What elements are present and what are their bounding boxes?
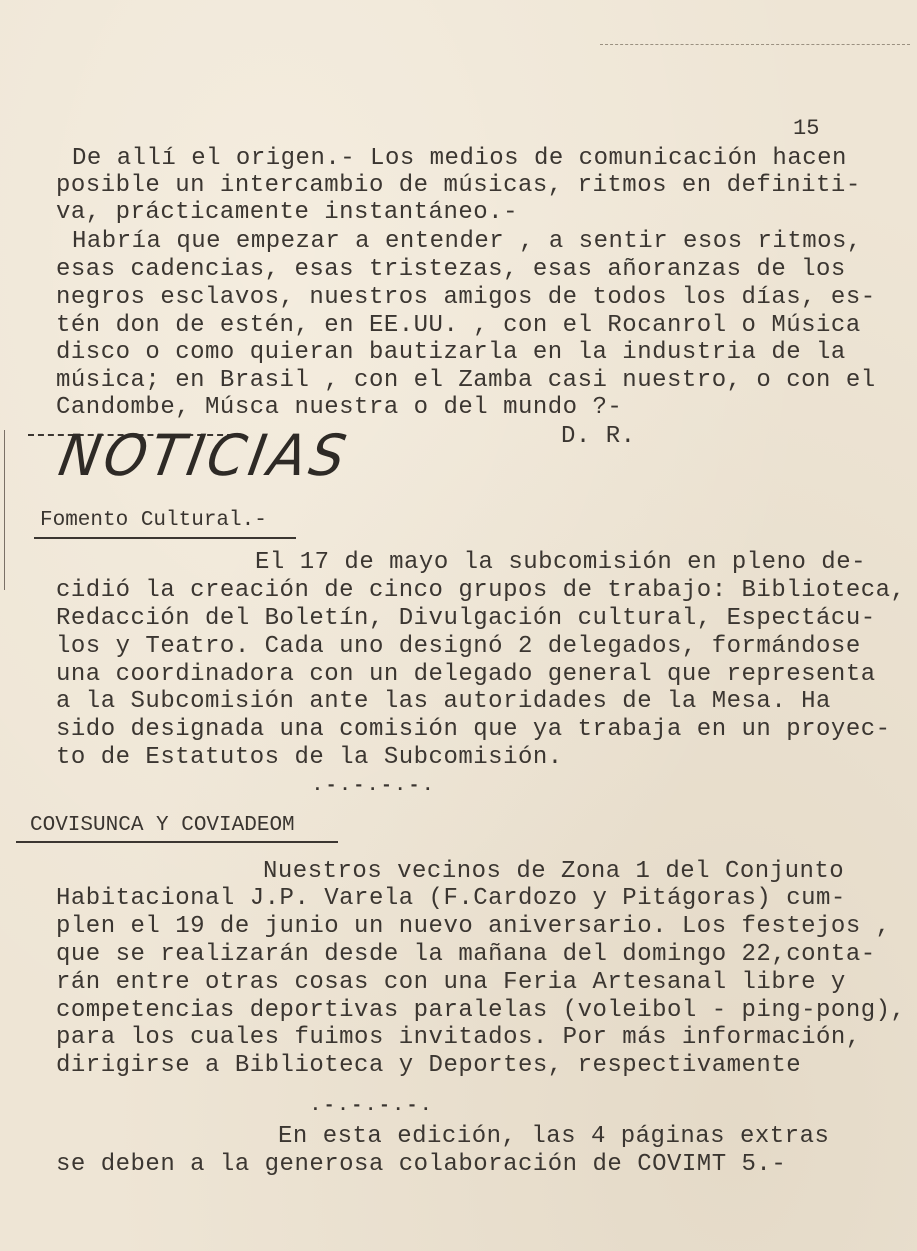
- fomento-line: cidió la creación de cinco grupos de trabajo: Biblioteca,: [56, 577, 906, 604]
- section-separator: .-.-.-.-.: [312, 776, 437, 796]
- intro-line: tén don de estén, en EE.UU. , con el Rocanrol o Música: [56, 312, 861, 339]
- covisunca-line: dirigirse a Biblioteca y Deportes, respectivamente: [56, 1052, 802, 1079]
- fomento-line: los y Teatro. Cada uno designó 2 delegados, formándose: [56, 633, 861, 660]
- page-number: 15: [793, 116, 820, 141]
- covisunca-line: rán entre otras cosas con una Feria Artesanal libre y: [56, 969, 846, 996]
- fomento-line: una coordinadora con un delegado general que representa: [56, 661, 876, 688]
- intro-line: va, prácticamente instantáneo.-: [56, 199, 518, 226]
- heading-underline: [16, 841, 338, 843]
- section-separator: .-.-.-.-.: [310, 1096, 435, 1116]
- closing-line: En esta edición, las 4 páginas extras: [278, 1123, 830, 1150]
- margin-rule: [4, 430, 5, 590]
- covisunca-line: para los cuales fuimos invitados. Por más información,: [56, 1024, 861, 1051]
- top-edge-mark: [600, 44, 910, 45]
- covisunca-line: plen el 19 de junio un nuevo aniversario. Los festejos ,: [56, 913, 891, 940]
- noticias-headline: NOTICIAS: [54, 422, 355, 489]
- intro-line: posible un intercambio de músicas, ritmos en definiti-: [56, 172, 861, 199]
- fomento-line: a la Subcomisión ante las autoridades de la Mesa. Ha: [56, 688, 831, 715]
- covisunca-line: Habitacional J.P. Varela (F.Cardozo y Pitágoras) cum-: [56, 885, 846, 912]
- intro-line: disco o como quieran bautizarla en la industria de la: [56, 339, 846, 366]
- section-heading-covisunca: COVISUNCA Y COVIADEOM: [30, 814, 295, 837]
- intro-line: Candombe, Músca nuestra o del mundo ?-: [56, 394, 623, 421]
- intro-line: De allí el origen.- Los medios de comunicación hacen: [72, 145, 847, 172]
- fomento-line: sido designada una comisión que ya trabaja en un proyec-: [56, 716, 891, 743]
- covisunca-line: Nuestros vecinos de Zona 1 del Conjunto: [263, 858, 845, 885]
- intro-line: negros esclavos, nuestros amigos de todos los días, es-: [56, 284, 876, 311]
- section-heading-fomento: Fomento Cultural.-: [40, 509, 267, 532]
- covisunca-line: que se realizarán desde la mañana del domingo 22,conta-: [56, 941, 876, 968]
- fomento-line: to de Estatutos de la Subcomisión.: [56, 744, 563, 771]
- author-signature: D. R.: [561, 423, 636, 450]
- intro-line: música; en Brasil , con el Zamba casi nuestro, o con el: [56, 367, 876, 394]
- closing-line: se deben a la generosa colaboración de COVIMT 5.-: [56, 1151, 787, 1178]
- intro-line: esas cadencias, esas tristezas, esas añoranzas de los: [56, 256, 846, 283]
- covisunca-line: competencias deportivas paralelas (voleibol - ping-pong),: [56, 997, 906, 1024]
- fomento-line: Redacción del Boletín, Divulgación cultural, Espectácu-: [56, 605, 876, 632]
- heading-underline: [34, 537, 296, 539]
- fomento-line: El 17 de mayo la subcomisión en pleno de-: [255, 549, 866, 576]
- intro-line: Habría que empezar a entender , a sentir esos ritmos,: [72, 228, 862, 255]
